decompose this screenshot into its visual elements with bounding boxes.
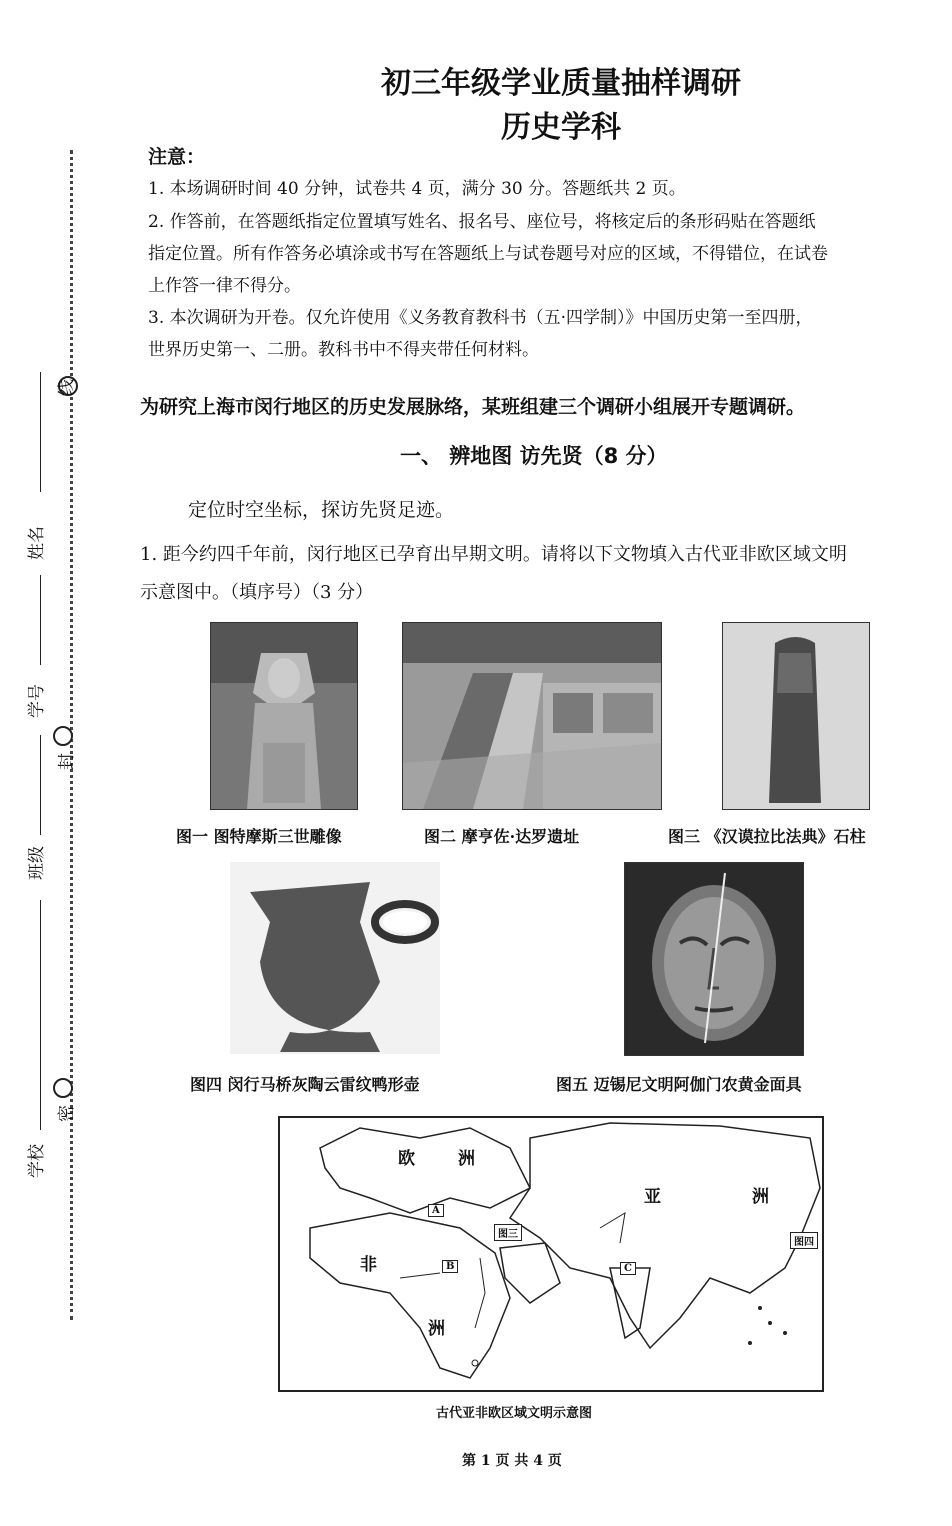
- figure-2-caption: 图二 摩亨佐·达罗遗址: [424, 827, 580, 846]
- notice-heading: 注意：: [148, 146, 206, 168]
- figure-3-caption: 图三 《汉谟拉比法典》石柱: [668, 827, 866, 846]
- exam-subject: 历史学科: [501, 110, 621, 145]
- section-title: 一、 辨地图 访先贤（8 分）: [400, 444, 668, 468]
- stele-photo: [722, 622, 870, 810]
- map-tag-fig4: 图四: [790, 1232, 818, 1249]
- student-id-label: 学号: [27, 684, 47, 718]
- notice-line: 3. 本次调研为开卷。仅允许使用《义务教育教科书（五·四学制）》中国历史第一至四册，: [148, 308, 813, 328]
- map-tag-fig3: 图三: [494, 1224, 522, 1241]
- map-label-africa-1: 非: [360, 1255, 377, 1275]
- map-tag-a: A: [428, 1204, 444, 1217]
- intro-text: 为研究上海市闵行地区的历史发展脉络，某班组建三个调研小组展开专题调研。: [140, 396, 806, 418]
- pharaoh-statue-photo: [210, 622, 358, 810]
- map-label-africa-2: 洲: [428, 1319, 445, 1339]
- exam-title: 初三年级学业质量抽样调研: [381, 66, 741, 101]
- binding-label-secret: 密: [57, 1105, 77, 1122]
- binding-circle-secret: [53, 1078, 73, 1098]
- pottery-photo: [230, 862, 440, 1054]
- figure-5-caption: 图五 迈锡尼文明阿伽门农黄金面具: [556, 1075, 802, 1094]
- notice-line: 2. 作答前，在答题纸指定位置填写姓名、报名号、座位号，将核定后的条形码贴在答题纸: [148, 212, 816, 232]
- binding-label-seal: 封: [57, 753, 77, 770]
- figure-4-caption: 图四 闵行马桥灰陶云雷纹鸭形壶: [190, 1075, 420, 1094]
- map-tag-c: C: [620, 1262, 636, 1275]
- name-field-line[interactable]: [40, 372, 41, 492]
- binding-circle-seal: [53, 726, 73, 746]
- class-field-line[interactable]: [40, 735, 41, 835]
- question-1-text: 1. 距今约四千年前，闵行地区已孕育出早期文明。请将以下文物填入古代亚非欧区域文明: [140, 544, 847, 565]
- map-label-asia-2: 洲: [752, 1187, 769, 1207]
- gold-mask-photo: [624, 862, 804, 1056]
- ruins-photo: [402, 622, 662, 810]
- figure-1-caption: 图一 图特摩斯三世雕像: [176, 827, 342, 846]
- map-label-europe-1: 欧: [398, 1149, 415, 1169]
- afro-eurasia-map: [278, 1116, 824, 1392]
- name-label: 姓名: [27, 526, 47, 560]
- class-label: 班级: [27, 846, 47, 880]
- notice-line: 1. 本场调研时间 40 分钟，试卷共 4 页，满分 30 分。答题纸共 2 页。: [148, 179, 686, 199]
- school-field-line[interactable]: [40, 900, 41, 1130]
- map-label-europe-2: 洲: [458, 1149, 475, 1169]
- notice-line: 上作答一律不得分。: [148, 276, 301, 296]
- map-tag-b: B: [442, 1260, 458, 1273]
- map-caption: 古代亚非欧区域文明示意图: [436, 1406, 593, 1421]
- notice-line: 指定位置。所有作答务必填涂或书写在答题纸上与试卷题号对应的区域，不得错位，在试卷: [148, 244, 828, 264]
- student-id-field-line[interactable]: [40, 575, 41, 665]
- notice-line: 世界历史第一、二册。教科书中不得夹带任何材料。: [148, 340, 539, 360]
- map-label-asia-1: 亚: [644, 1187, 661, 1207]
- binding-label-line: 线: [57, 379, 77, 396]
- school-label: 学校: [27, 1144, 47, 1178]
- section-lead: 定位时空坐标，探访先贤足迹。: [188, 499, 455, 521]
- question-1-text-2: 示意图中。（填序号）（3 分）: [140, 582, 374, 603]
- page-number: 第 1 页 共 4 页: [462, 1453, 562, 1469]
